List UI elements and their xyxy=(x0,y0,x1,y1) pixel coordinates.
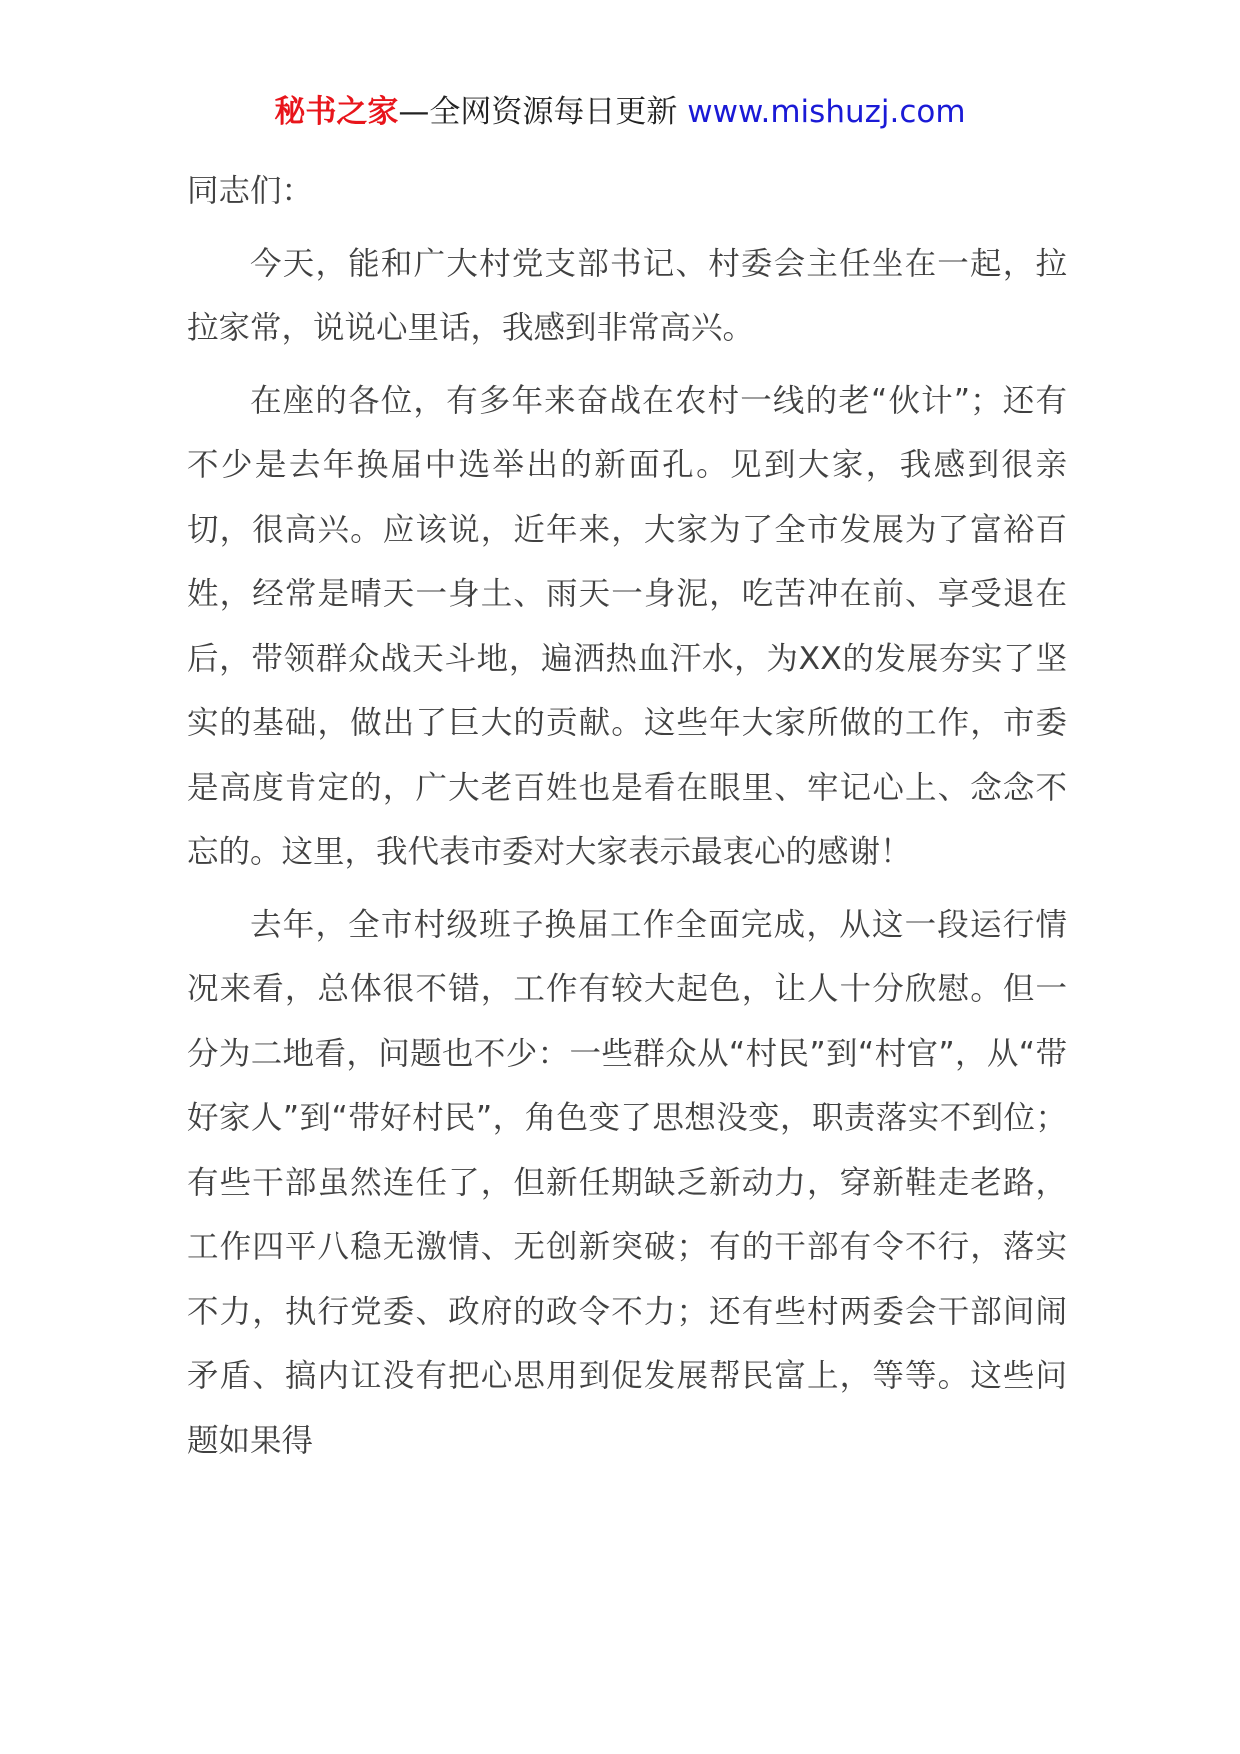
site-header xyxy=(0,92,1240,132)
document-body xyxy=(187,159,1067,1481)
salutation: 同志们： xyxy=(187,173,314,209)
paragraph-3: 去年，全市村级班子换届工作全面完成，从这一段运行情况来看，总体很不错，工作有较大起色，让人十分欣慰。但一分为二地看，问题也不少：一些群众从“村民”到“村官”，从“带好家人”到“带好村民”，角色变了思想没变，职责落实不到位；有些干部虽然连任了，但新任期缺乏新动力，穿新鞋走老路，工作四平八稳无激情、无创新突破；有的干部有令不行，落实不力，执行党委、政府的政令不力；还有些村两委会干部间闹矛盾、搞内讧没有把心思用到促发展帮民富上，等等。这些问题如果得 xyxy=(187,906,1067,1459)
paragraph-2: 在座的各位，有多年来奋战在农村一线的老“伙计”；还有不少是去年换届中选举出的新面孔。见到大家，我感到很亲切，很高兴。应该说，近年来，大家为了全市发展为了富裕百姓，经常是晴天一身土、雨天一身泥，吃苦冲在前、享受退在后，带领群众战天斗地，遍洒热血汗水，为XX的发展夯实了坚实的基础，做出了巨大的贡献。这些年大家所做的工作，市委是高度肯定的，广大老百姓也是看在眼里、牢记心上、念念不忘的。这里，我代表市委对大家表示最衷心的感谢！ xyxy=(187,382,1067,870)
paragraph-1: 今天，能和广大村党支部书记、村委会主任坐在一起，拉拉家常，说说心里话，我感到非常高兴。 xyxy=(187,245,1067,346)
header-tagline: —全网资源每日更新 xyxy=(398,94,688,130)
site-url-link[interactable]: www.mishuzj.com xyxy=(687,94,966,130)
brand-name: 秘书之家 xyxy=(274,94,399,130)
